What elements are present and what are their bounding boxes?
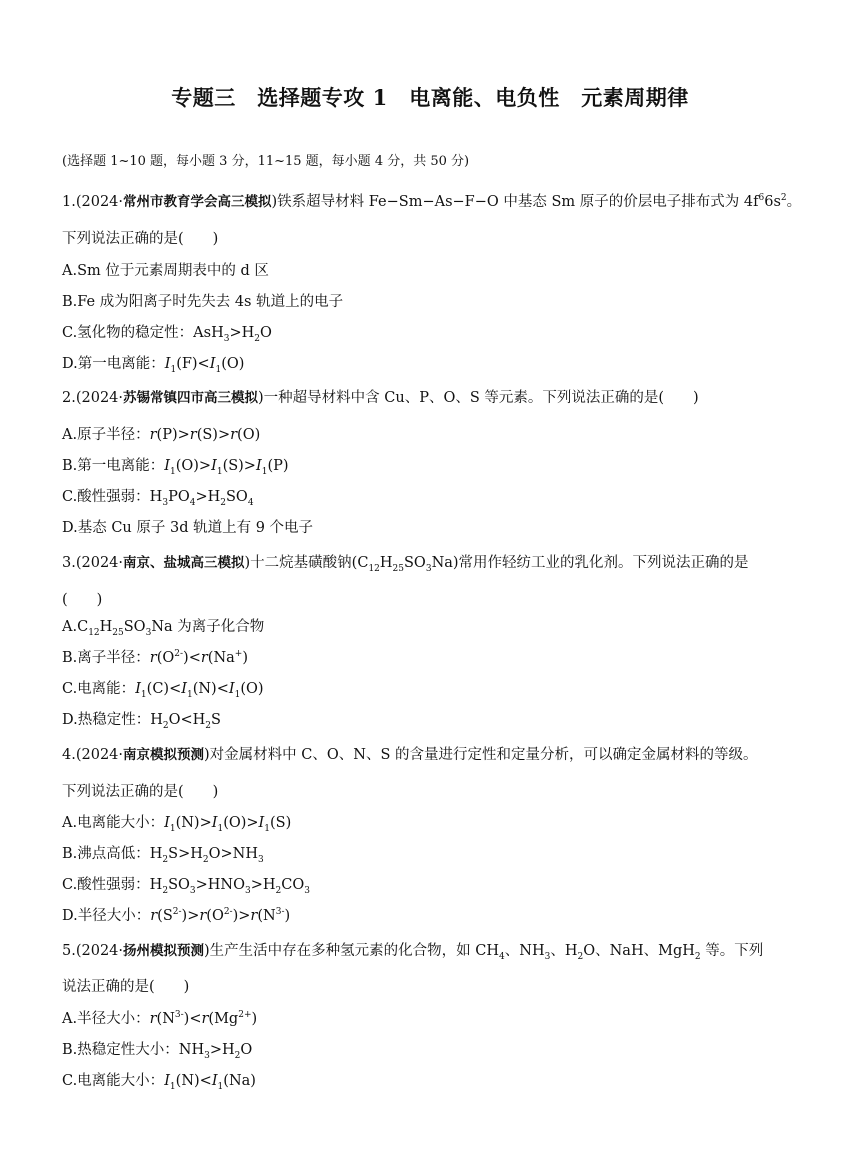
- q2-option-c: C.酸性强弱：$H_3PO_4>H_2SO_4$: [62, 489, 254, 508]
- q1-option-c: C.氢化物的稳定性：$AsH_3>H_2O$: [62, 325, 272, 344]
- q5-option-a: A.半径大小：$r(N^{3-})<r(Mg^{2+})$: [62, 1010, 258, 1027]
- question-1-source: 常州市教育学会高三模拟: [123, 194, 272, 210]
- question-4-stem-cont: 下列说法正确的是( ): [62, 784, 219, 800]
- q5-option-c: C.电离能大小：$I_1(N)<I_1(Na)$: [62, 1073, 256, 1092]
- page-title: 专题三 选择题专攻 1 电离能、电负性 元素周期律: [171, 85, 689, 110]
- q4-option-b: B.沸点高低：$H_2S>H_2O>NH_3$: [62, 846, 264, 865]
- question-2-source: 苏锡常镇四市高三模拟: [123, 390, 259, 406]
- question-3-source: 南京、盐城高三模拟: [123, 555, 245, 571]
- question-1-stem-cont: 下列说法正确的是( ): [62, 231, 219, 247]
- question-3-answer-paren: ( ): [62, 592, 103, 608]
- q3-option-c: C.电离能：$I_1(C)<I_1(N)<I_1(O)$: [62, 681, 264, 700]
- q4-option-a: A.电离能大小：$I_1(N)>I_1(O)>I_1(S)$: [62, 815, 292, 834]
- q3-option-a: $A.C_{12}H_{25}SO_3Na$ 为离子化合物: [62, 619, 265, 638]
- q5-option-b: B.热稳定性大小：$NH_3>H_2O$: [62, 1042, 253, 1061]
- q3-option-b: B.离子半径：$r(O^{2-})<r(Na^+)$: [62, 649, 248, 666]
- q3-option-d: D.热稳定性：$H_2O<H_2S$: [62, 712, 221, 731]
- question-4-source: 南京模拟预测: [123, 747, 205, 763]
- question-4-stem: 4.(2024·南京模拟预测)对金属材料中 C、O、N、S 的含量进行定性和定量分析，可以确定金属材料的等级。: [62, 747, 758, 763]
- q2-option-d: D.基态 Cu 原子 3d 轨道上有 9 个电子: [62, 520, 314, 536]
- q2-option-a: A.原子半径：r(P)>r(S)>r(O): [62, 427, 261, 443]
- question-5-stem-cont: 说法正确的是( ): [62, 979, 190, 995]
- q1-option-a: A.Sm 位于元素周期表中的 d 区: [62, 263, 269, 279]
- q1-option-d: D.第一电离能：$I_1(F)<I_1(O)$: [62, 356, 245, 375]
- q4-option-d: D.半径大小：$r(S^{2-})>r(O^{2-})>r(N^{3-})$: [62, 907, 291, 924]
- q1-option-b: B.Fe 成为阳离子时先失去 4s 轨道上的电子: [62, 294, 344, 310]
- question-3-stem: 3.(2024·南京、盐城高三模拟)十二烷基磺酸钠$(C_{12}H_{25}SO_3Na)$常用作轻纺工业的乳化剂。下列说法正确的是: [62, 555, 749, 574]
- question-5-stem: 5.(2024·扬州模拟预测)生产生活中存在多种氢元素的化合物，如 $CH_4$、$NH_3$、$H_2O$、NaH、MgH$_2$ 等。下列: [62, 943, 764, 962]
- q4-option-c: C.酸性强弱：$H_2SO_3>HNO_3>H_2CO_3$: [62, 877, 310, 896]
- q2-option-b: B.第一电离能：$I_1(O)>I_1(S)>I_1(P)$: [62, 458, 289, 477]
- question-1-stem: 1.(2024·常州市教育学会高三模拟)铁系超导材料 Fe−Sm−As−F−O 中基态 Sm 原子的价层电子排布式为 $4f^66s^2$。: [62, 193, 802, 210]
- instructions: (选择题 1~10 题，每小题 3 分，11~15 题，每小题 4 分，共 50 分): [62, 154, 470, 169]
- question-2-stem: 2.(2024·苏锡常镇四市高三模拟)一种超导材料中含 Cu、P、O、S 等元素。下列说法正确的是( ): [62, 390, 699, 406]
- question-5-source: 扬州模拟预测: [123, 943, 205, 959]
